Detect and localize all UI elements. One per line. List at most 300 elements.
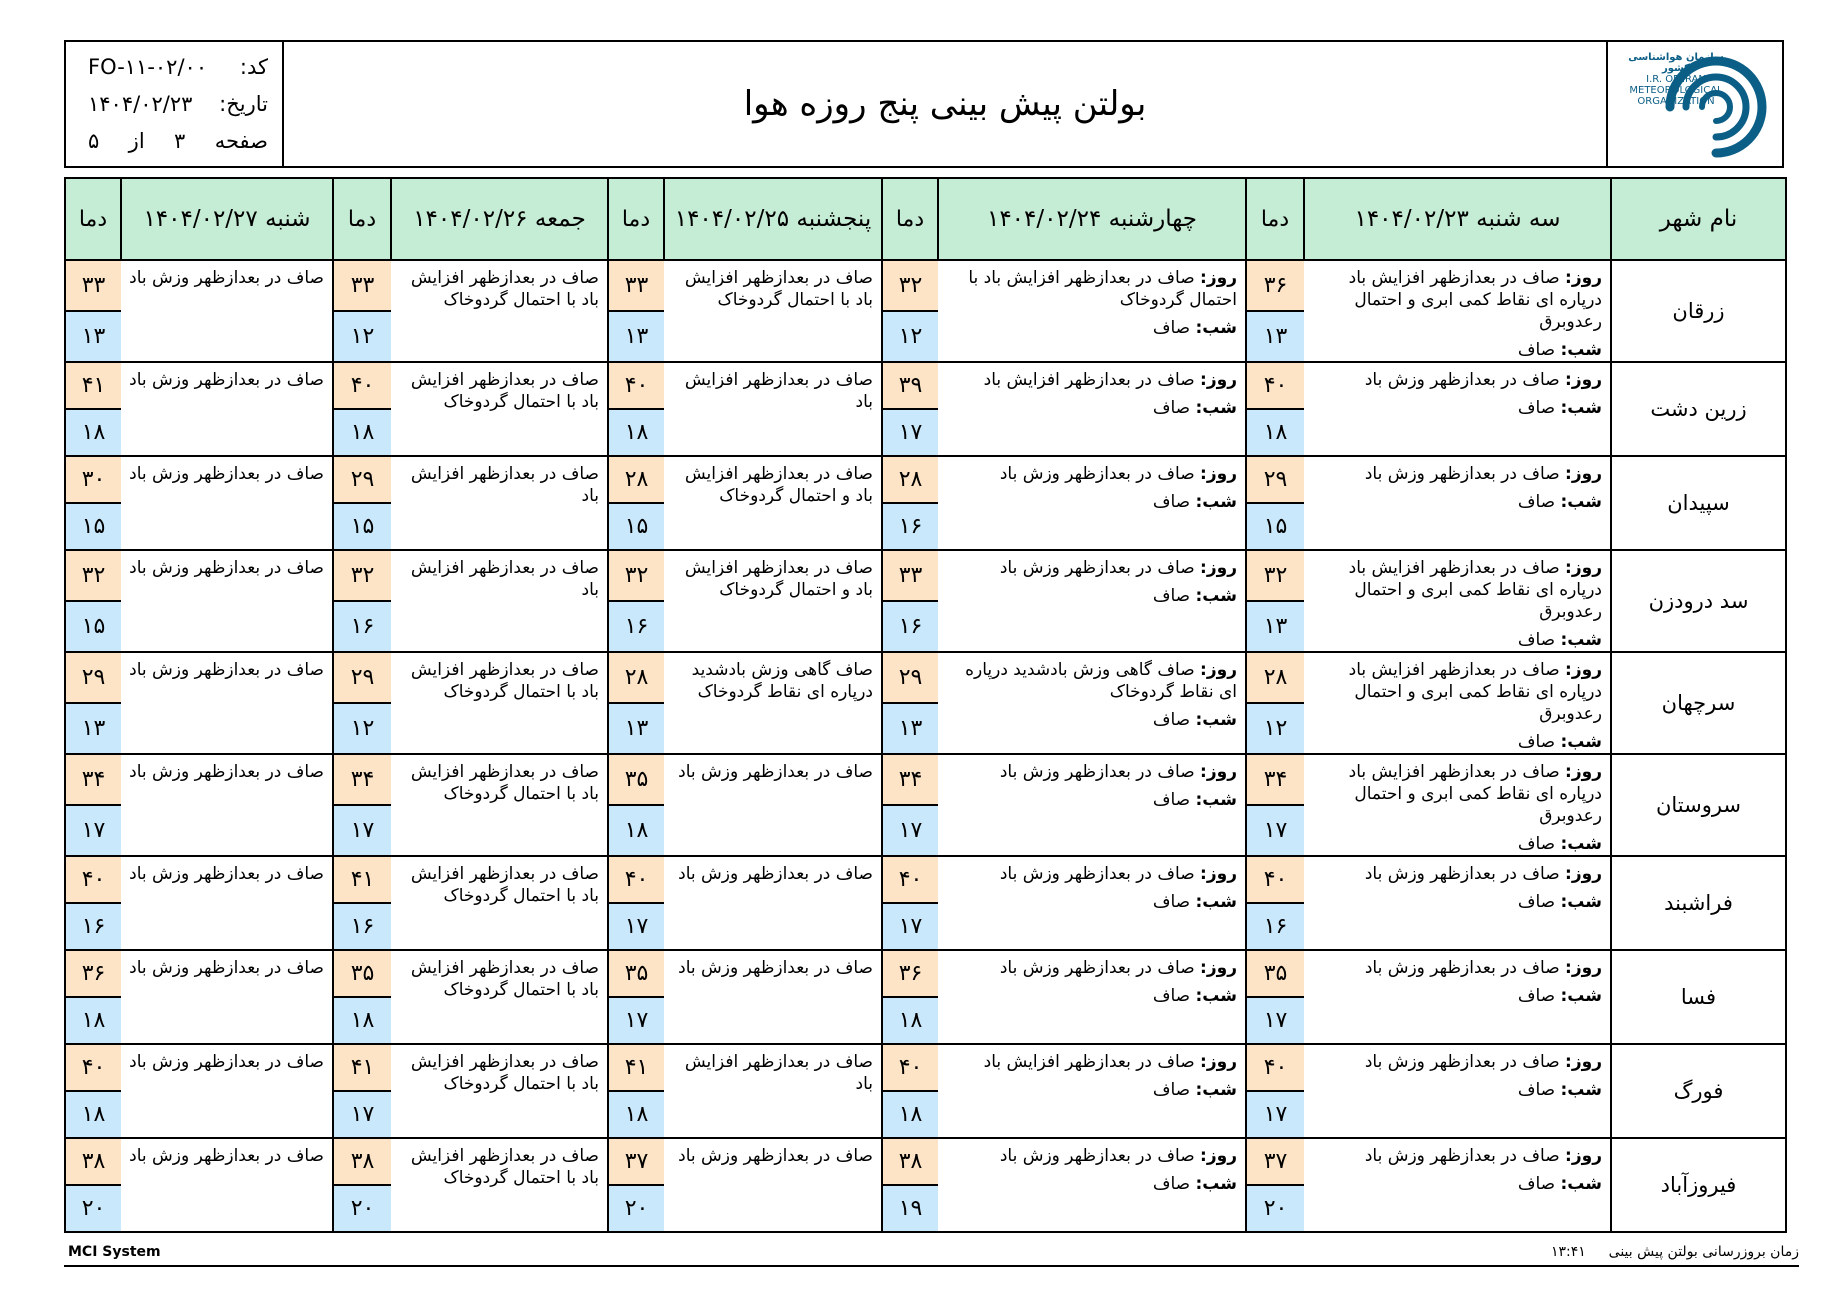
night-prefix: شب:	[1560, 1174, 1602, 1194]
temp-box	[1247, 457, 1304, 549]
forecast-text: صاف در بعدازظهر وزش باد	[678, 1146, 873, 1166]
day-text: صاف در بعدازظهر وزش باد	[1364, 464, 1560, 484]
forecast-day-4	[391, 260, 608, 362]
min-temp: ۱۲	[883, 312, 938, 361]
forecast-day-5	[121, 550, 333, 652]
night-prefix: شب:	[1560, 630, 1602, 650]
min-temp: ۱۵	[334, 504, 391, 549]
bulletin-header	[64, 40, 1784, 168]
night-forecast	[946, 985, 1237, 1007]
temp-box	[883, 1139, 938, 1231]
temp-box	[883, 951, 938, 1043]
day-prefix: روز:	[1200, 1052, 1237, 1072]
temp-box	[883, 1045, 938, 1137]
day-text: صاف در بعدازظهر افزایش باد درپاره ای نقاط کمی ابری و احتمال رعدوبرق	[1348, 558, 1602, 622]
forecast-text: صاف در بعدازظهر وزش باد	[129, 1146, 324, 1166]
forecast-text: صاف در بعدازظهر افزایش باد و احتمال گردوخاک	[684, 558, 873, 600]
night-forecast	[1312, 629, 1602, 651]
forecast-text: صاف در بعدازظهر وزش باد	[129, 660, 324, 680]
temp-cell-2	[882, 362, 938, 456]
forecast-text: صاف در بعدازظهر افزایش باد	[684, 370, 873, 412]
min-temp: ۲۰	[334, 1186, 391, 1231]
forecast-text: صاف در بعدازظهر وزش باد	[129, 762, 324, 782]
temp-box	[1247, 1045, 1304, 1137]
temp-header-4: دما	[333, 178, 391, 260]
temp-header-5: دما	[65, 178, 121, 260]
day-text: صاف در بعدازظهر وزش باد	[1364, 370, 1560, 390]
forecast-day-1	[1304, 1044, 1611, 1138]
min-temp: ۱۷	[609, 998, 664, 1043]
city-name: سپیدان	[1611, 456, 1786, 550]
max-temp: ۳۴	[334, 755, 391, 806]
temp-cell-4	[333, 550, 391, 652]
day-text: صاف در بعدازظهر وزش باد	[999, 762, 1195, 782]
forecast-day-1	[1304, 652, 1611, 754]
max-temp: ۳۲	[609, 551, 664, 602]
temp-cell-4	[333, 1044, 391, 1138]
day-prefix: روز:	[1200, 958, 1237, 978]
temp-box	[1247, 551, 1304, 651]
max-temp: ۴۱	[609, 1045, 664, 1092]
forecast-day-3	[664, 652, 882, 754]
forecast-day-5	[121, 1044, 333, 1138]
temp-cell-3	[608, 950, 664, 1044]
temp-cell-5	[65, 550, 121, 652]
temp-cell-5	[65, 652, 121, 754]
night-text: صاف	[1517, 834, 1556, 854]
max-temp: ۲۹	[334, 653, 391, 704]
night-prefix: شب:	[1560, 340, 1602, 360]
temp-cell-5	[65, 456, 121, 550]
temp-cell-2	[882, 652, 938, 754]
temp-cell-1	[1246, 456, 1304, 550]
day-forecast	[1312, 659, 1602, 725]
city-name: فسا	[1611, 950, 1786, 1044]
forecast-day-3	[664, 754, 882, 856]
table-row	[65, 950, 1786, 1044]
temp-cell-2	[882, 1044, 938, 1138]
temp-cell-4	[333, 260, 391, 362]
temp-cell-5	[65, 260, 121, 362]
forecast-text: صاف در بعدازظهر افزایش باد با احتمال گردوخاک	[410, 762, 599, 804]
night-prefix: شب:	[1195, 1080, 1237, 1100]
temp-cell-3	[608, 856, 664, 950]
night-prefix: شب:	[1195, 790, 1237, 810]
night-forecast	[946, 891, 1237, 913]
forecast-day-3	[664, 260, 882, 362]
footer-update-time: ۱۳:۴۱	[1550, 1244, 1586, 1260]
forecast-text: صاف در بعدازظهر افزایش باد با احتمال گردوخاک	[684, 268, 873, 310]
max-temp: ۳۲	[1247, 551, 1304, 602]
day-prefix: روز:	[1565, 762, 1602, 782]
min-temp: ۱۷	[334, 1092, 391, 1137]
max-temp: ۲۸	[1247, 653, 1304, 704]
temp-cell-1	[1246, 950, 1304, 1044]
night-forecast	[1312, 339, 1602, 361]
day-forecast	[946, 557, 1237, 579]
temp-box	[609, 1045, 664, 1137]
day-text: صاف در بعدازظهر وزش باد	[999, 558, 1195, 578]
min-temp: ۱۷	[334, 806, 391, 855]
forecast-day-4	[391, 362, 608, 456]
night-prefix: شب:	[1195, 1174, 1237, 1194]
temp-cell-1	[1246, 1138, 1304, 1232]
forecast-day-2	[938, 456, 1246, 550]
footer-update-label: زمان بروزرسانی بولتن پیش بینی	[1608, 1244, 1799, 1260]
page-row	[88, 129, 268, 153]
forecast-day-1	[1304, 856, 1611, 950]
forecast-day-5	[121, 950, 333, 1044]
forecast-text: صاف در بعدازظهر افزایش باد با احتمال گردوخاک	[410, 268, 599, 310]
min-temp: ۱۳	[883, 704, 938, 753]
forecast-day-3	[664, 950, 882, 1044]
day-header-1: سه شنبه ۱۴۰۴/۰۲/۲۳	[1304, 178, 1611, 260]
night-text: صاف	[1517, 892, 1556, 912]
min-temp: ۱۳	[1247, 602, 1304, 651]
night-text: صاف	[1152, 318, 1191, 338]
day-prefix: روز:	[1200, 370, 1237, 390]
temp-cell-1	[1246, 856, 1304, 950]
temp-cell-4	[333, 856, 391, 950]
logo-text	[1628, 52, 1724, 107]
night-forecast	[1312, 891, 1602, 913]
city-name: سرچهان	[1611, 652, 1786, 754]
forecast-text: صاف در بعدازظهر وزش باد	[678, 864, 873, 884]
date-row	[88, 92, 268, 116]
max-temp: ۳۵	[609, 951, 664, 998]
temp-cell-3	[608, 362, 664, 456]
day-forecast	[1312, 863, 1602, 885]
min-temp: ۱۷	[883, 806, 938, 855]
forecast-text: صاف در بعدازظهر افزایش باد با احتمال گردوخاک	[410, 864, 599, 906]
forecast-day-2	[938, 950, 1246, 1044]
temp-cell-4	[333, 754, 391, 856]
forecast-table	[64, 177, 1787, 1233]
max-temp: ۳۵	[334, 951, 391, 998]
night-forecast	[946, 397, 1237, 419]
night-prefix: شب:	[1560, 834, 1602, 854]
min-temp: ۱۸	[883, 998, 938, 1043]
min-temp: ۱۷	[609, 904, 664, 949]
forecast-text: صاف در بعدازظهر افزایش باد با احتمال گردوخاک	[410, 1146, 599, 1188]
min-temp: ۱۵	[66, 602, 121, 651]
day-forecast	[946, 957, 1237, 979]
night-forecast	[946, 585, 1237, 607]
temp-box	[334, 951, 391, 1043]
day-prefix: روز:	[1565, 1052, 1602, 1072]
day-text: صاف در بعدازظهر وزش باد	[999, 864, 1195, 884]
city-name: سروستان	[1611, 754, 1786, 856]
min-temp: ۱۸	[66, 1092, 121, 1137]
max-temp: ۲۸	[609, 457, 664, 504]
page-total: ۵	[88, 129, 100, 154]
forecast-day-2	[938, 260, 1246, 362]
day-prefix: روز:	[1565, 464, 1602, 484]
min-temp: ۱۵	[609, 504, 664, 549]
city-name: فورگ	[1611, 1044, 1786, 1138]
day-text: صاف در بعدازظهر افزایش باد با احتمال گردوخاک	[968, 268, 1237, 310]
temp-box	[883, 363, 938, 455]
temp-box	[334, 857, 391, 949]
temp-cell-5	[65, 754, 121, 856]
forecast-day-1	[1304, 456, 1611, 550]
forecast-text: صاف در بعدازظهر وزش باد	[129, 268, 324, 288]
temp-cell-3	[608, 456, 664, 550]
night-forecast	[1312, 491, 1602, 513]
code-row	[88, 55, 268, 79]
night-prefix: شب:	[1560, 892, 1602, 912]
temp-cell-1	[1246, 550, 1304, 652]
night-prefix: شب:	[1560, 986, 1602, 1006]
temp-box	[1247, 653, 1304, 753]
day-forecast	[1312, 1051, 1602, 1073]
day-forecast	[1312, 761, 1602, 827]
min-temp: ۱۸	[334, 410, 391, 455]
min-temp: ۱۶	[1247, 904, 1304, 949]
city-name: فیروزآباد	[1611, 1138, 1786, 1232]
date-value: ۱۴۰۴/۰۲/۲۳	[88, 91, 193, 116]
night-prefix: شب:	[1560, 398, 1602, 418]
max-temp: ۲۹	[883, 653, 938, 704]
night-text: صاف	[1152, 1174, 1191, 1194]
forecast-text: صاف در بعدازظهر وزش باد	[129, 958, 324, 978]
day-forecast	[1312, 267, 1602, 333]
forecast-day-1	[1304, 260, 1611, 362]
min-temp: ۱۲	[1247, 704, 1304, 753]
day-forecast	[946, 659, 1237, 703]
max-temp: ۳۳	[66, 261, 121, 312]
forecast-day-4	[391, 754, 608, 856]
temp-box	[609, 1139, 664, 1231]
max-temp: ۴۰	[1247, 857, 1304, 904]
temp-cell-1	[1246, 754, 1304, 856]
night-text: صاف	[1517, 398, 1556, 418]
max-temp: ۲۸	[609, 653, 664, 704]
night-text: صاف	[1517, 340, 1556, 360]
temp-cell-4	[333, 362, 391, 456]
max-temp: ۳۲	[66, 551, 121, 602]
day-prefix: روز:	[1565, 1146, 1602, 1166]
min-temp: ۱۶	[883, 602, 938, 651]
temp-cell-2	[882, 260, 938, 362]
temp-cell-1	[1246, 362, 1304, 456]
page-current: ۳	[174, 129, 186, 154]
forecast-day-3	[664, 1138, 882, 1232]
forecast-day-1	[1304, 1138, 1611, 1232]
day-forecast	[946, 1145, 1237, 1167]
table-row	[65, 1138, 1786, 1232]
min-temp: ۱۸	[66, 998, 121, 1043]
forecast-day-2	[938, 1138, 1246, 1232]
max-temp: ۲۹	[66, 653, 121, 704]
table-row	[65, 856, 1786, 950]
day-header-4: جمعه ۱۴۰۴/۰۲/۲۶	[391, 178, 608, 260]
night-prefix: شب:	[1195, 892, 1237, 912]
night-text: صاف	[1517, 1080, 1556, 1100]
forecast-day-1	[1304, 754, 1611, 856]
day-forecast	[946, 369, 1237, 391]
max-temp: ۳۵	[1247, 951, 1304, 998]
day-prefix: روز:	[1200, 762, 1237, 782]
temp-box	[609, 951, 664, 1043]
temp-box	[334, 755, 391, 855]
temp-cell-3	[608, 550, 664, 652]
forecast-day-4	[391, 652, 608, 754]
temp-box	[609, 755, 664, 855]
min-temp: ۱۸	[609, 1092, 664, 1137]
night-forecast	[946, 709, 1237, 731]
temp-box	[66, 755, 121, 855]
max-temp: ۳۵	[609, 755, 664, 806]
temp-header-3: دما	[608, 178, 664, 260]
day-forecast	[1312, 1145, 1602, 1167]
temp-cell-1	[1246, 1044, 1304, 1138]
forecast-day-5	[121, 652, 333, 754]
temp-box	[334, 261, 391, 361]
footer-system: MCI System	[68, 1244, 161, 1260]
temp-box	[66, 363, 121, 455]
night-text: صاف	[1152, 398, 1191, 418]
forecast-text: صاف در بعدازظهر افزایش باد	[410, 464, 599, 506]
forecast-text: صاف در بعدازظهر وزش باد	[129, 370, 324, 390]
max-temp: ۳۴	[1247, 755, 1304, 806]
max-temp: ۳۸	[334, 1139, 391, 1186]
max-temp: ۴۰	[609, 363, 664, 410]
night-forecast	[1312, 397, 1602, 419]
night-prefix: شب:	[1560, 1080, 1602, 1100]
temp-box	[609, 857, 664, 949]
meteorological-organization-logo	[1606, 42, 1782, 166]
forecast-text: صاف در بعدازظهر افزایش باد و احتمال گردوخاک	[684, 464, 873, 506]
temp-cell-2	[882, 456, 938, 550]
forecast-text: صاف در بعدازظهر افزایش باد	[684, 1052, 873, 1094]
min-temp: ۱۶	[609, 602, 664, 651]
temp-cell-1	[1246, 260, 1304, 362]
temp-box	[334, 1139, 391, 1231]
temp-box	[66, 1045, 121, 1137]
min-temp: ۲۰	[609, 1186, 664, 1231]
temp-box	[609, 653, 664, 753]
forecast-day-2	[938, 362, 1246, 456]
temp-cell-2	[882, 1138, 938, 1232]
logo-text-fa: سازمان هواشناسی کشور	[1628, 52, 1724, 74]
temp-cell-4	[333, 1138, 391, 1232]
table-row	[65, 362, 1786, 456]
day-text: صاف در بعدازظهر وزش باد	[1364, 958, 1560, 978]
temp-box	[334, 457, 391, 549]
day-prefix: روز:	[1565, 558, 1602, 578]
max-temp: ۴۰	[66, 857, 121, 904]
temp-cell-3	[608, 1044, 664, 1138]
min-temp: ۱۸	[334, 998, 391, 1043]
night-text: صاف	[1152, 586, 1191, 606]
forecast-day-3	[664, 550, 882, 652]
day-text: صاف در بعدازظهر افزایش باد درپاره ای نقاط کمی ابری و احتمال رعدوبرق	[1348, 762, 1602, 826]
temp-box	[883, 857, 938, 949]
temp-box	[883, 457, 938, 549]
day-forecast	[1312, 369, 1602, 391]
forecast-day-4	[391, 1044, 608, 1138]
night-text: صاف	[1152, 492, 1191, 512]
temp-cell-5	[65, 1138, 121, 1232]
min-temp: ۱۳	[609, 312, 664, 361]
forecast-day-5	[121, 362, 333, 456]
temp-cell-2	[882, 950, 938, 1044]
min-temp: ۱۸	[883, 1092, 938, 1137]
day-text: صاف در بعدازظهر افزایش باد درپاره ای نقاط کمی ابری و احتمال رعدوبرق	[1348, 268, 1602, 332]
max-temp: ۳۷	[609, 1139, 664, 1186]
temp-cell-2	[882, 550, 938, 652]
city-name: زرین دشت	[1611, 362, 1786, 456]
table-row	[65, 652, 1786, 754]
day-header-3: پنجشنبه ۱۴۰۴/۰۲/۲۵	[664, 178, 882, 260]
min-temp: ۱۵	[1247, 504, 1304, 549]
forecast-text: صاف در بعدازظهر وزش باد	[678, 958, 873, 978]
night-text: صاف	[1517, 1174, 1556, 1194]
temp-box	[609, 261, 664, 361]
min-temp: ۱۵	[66, 504, 121, 549]
night-forecast	[1312, 833, 1602, 855]
day-text: صاف در بعدازظهر افزایش باد	[983, 1052, 1195, 1072]
temp-box	[883, 261, 938, 361]
table-header-row	[65, 178, 1786, 260]
night-forecast	[1312, 1079, 1602, 1101]
temp-box	[334, 363, 391, 455]
forecast-text: صاف در بعدازظهر وزش باد	[129, 1052, 324, 1072]
table-row	[65, 550, 1786, 652]
night-forecast	[1312, 731, 1602, 753]
day-header-2: چهارشنبه ۱۴۰۴/۰۲/۲۴	[938, 178, 1246, 260]
temp-box	[1247, 261, 1304, 361]
max-temp: ۴۰	[609, 857, 664, 904]
forecast-body	[65, 260, 1786, 1232]
temp-header-2: دما	[882, 178, 938, 260]
min-temp: ۱۷	[1247, 806, 1304, 855]
night-text: صاف	[1152, 790, 1191, 810]
day-prefix: روز:	[1200, 558, 1237, 578]
temp-box	[66, 653, 121, 753]
max-temp: ۳۹	[883, 363, 938, 410]
day-prefix: روز:	[1200, 464, 1237, 484]
day-prefix: روز:	[1200, 864, 1237, 884]
max-temp: ۴۱	[334, 857, 391, 904]
day-forecast	[946, 267, 1237, 311]
temp-box	[609, 363, 664, 455]
forecast-day-2	[938, 754, 1246, 856]
temp-box	[1247, 755, 1304, 855]
min-temp: ۱۲	[334, 704, 391, 753]
temp-box	[66, 261, 121, 361]
forecast-day-5	[121, 754, 333, 856]
night-text: صاف	[1152, 710, 1191, 730]
min-temp: ۱۳	[66, 312, 121, 361]
temp-box	[1247, 1139, 1304, 1231]
forecast-text: صاف در بعدازظهر وزش باد	[129, 558, 324, 578]
min-temp: ۱۶	[334, 904, 391, 949]
forecast-day-1	[1304, 950, 1611, 1044]
city-column-header: نام شهر	[1611, 178, 1786, 260]
temp-cell-4	[333, 950, 391, 1044]
max-temp: ۳۴	[883, 755, 938, 806]
temp-box	[609, 551, 664, 651]
min-temp: ۱۷	[1247, 1092, 1304, 1137]
temp-box	[66, 551, 121, 651]
temp-header-1: دما	[1246, 178, 1304, 260]
forecast-day-3	[664, 456, 882, 550]
max-temp: ۲۹	[1247, 457, 1304, 504]
max-temp: ۳۸	[883, 1139, 938, 1186]
day-prefix: روز:	[1200, 268, 1237, 288]
